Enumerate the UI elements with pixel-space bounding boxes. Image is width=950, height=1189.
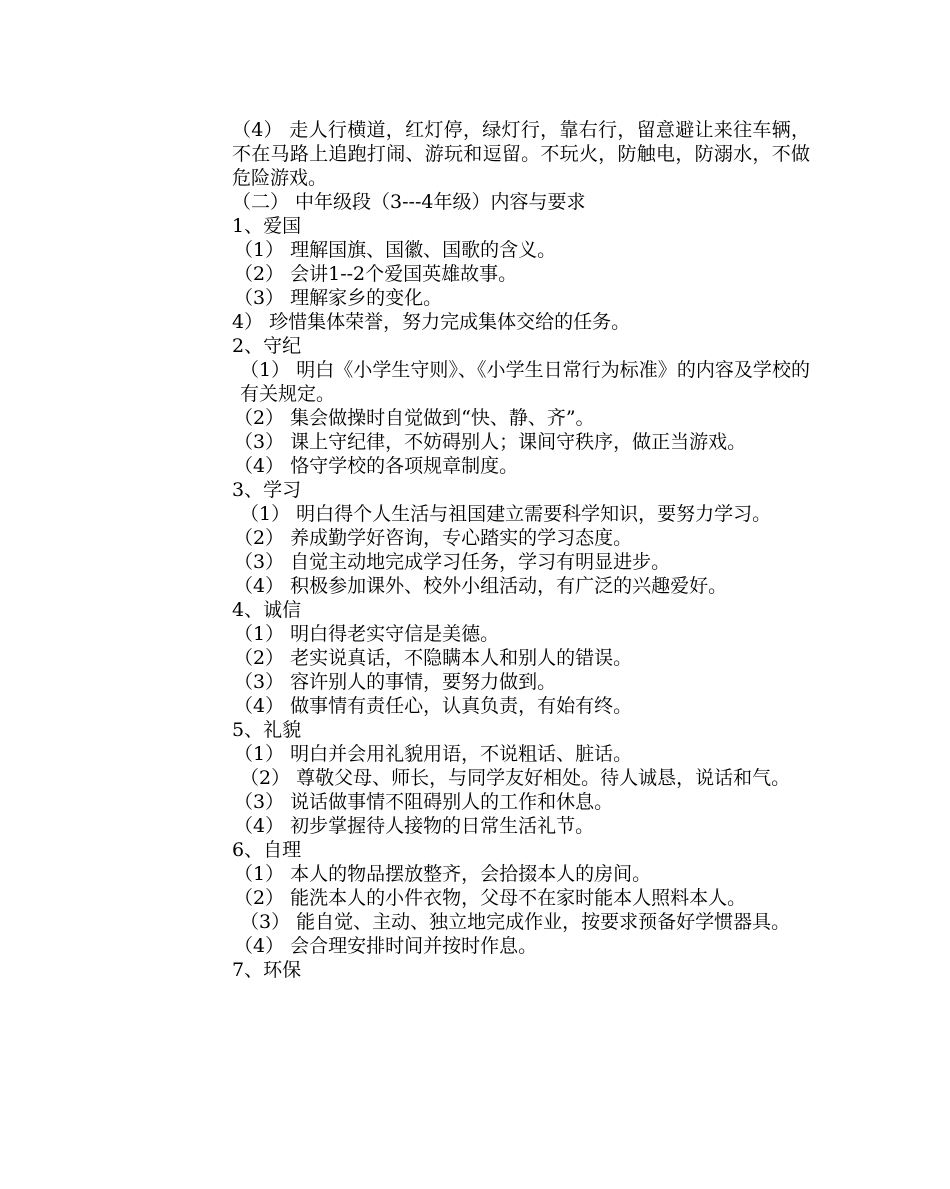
list-item: （4） 会合理安排时间并按时作息。 (234, 935, 538, 957)
subheading-integrity: 4、诚信 (232, 599, 302, 621)
subheading-study: 3、学习 (232, 479, 302, 501)
list-item: （1） 理解国旗、国徽、国歌的含义。 (234, 239, 557, 261)
list-item: （3） 说话做事情不阻碍别人的工作和休息。 (234, 791, 614, 813)
list-item: （3） 容许别人的事情，要努力做到。 (234, 671, 557, 693)
list-item: （4） 积极参加课外、校外小组活动，有广泛的兴趣爱好。 (234, 575, 728, 597)
list-item: （3） 理解家乡的变化。 (234, 287, 443, 309)
subheading-discipline: 2、守纪 (232, 335, 302, 357)
list-item: （2） 养成勤学好咨询，专心踏实的学习态度。 (234, 527, 633, 549)
list-item: （1） 明白得个人生活与祖国建立需要科学知识，要努力学习。 (240, 503, 772, 525)
subheading-courtesy: 5、礼貌 (232, 719, 302, 741)
list-item: （1） 明白《小学生守则》、《小学生日常行为标准》的内容及学校的有关规定。 (240, 359, 810, 405)
list-item: （3） 能自觉、主动、独立地完成作业，按要求预备好学惯器具。 (240, 911, 791, 933)
list-item: （2） 会讲1--2个爱国英雄故事。 (234, 263, 518, 285)
paragraph-safety-4: （4） 走人行横道，红灯停，绿灯行，靠右行，留意避让来往车辆，不在马路上追跑打闹、游玩和逗留。不玩火，防触电，防溺水，不做危险游戏。 (232, 119, 810, 189)
list-item: （2） 集会做操时自觉做到“快、静、齐”。 (234, 407, 595, 429)
list-item: （2） 老实说真话，不隐瞒本人和别人的错误。 (234, 647, 633, 669)
document-body (142, 118, 810, 982)
list-item: （4） 初步掌握待人接物的日常生活礼节。 (234, 815, 595, 837)
list-item: （4） 恪守学校的各项规章制度。 (234, 455, 519, 477)
section-heading-middle-grades: （二） 中年级段（3---4年级）内容与要求 (232, 191, 586, 213)
list-item: （3） 自觉主动地完成学习任务，学习有明显进步。 (234, 551, 671, 573)
list-item: 4） 珍惜集体荣誉，努力完成集体交给的任务。 (232, 311, 631, 333)
subheading-environment: 7、环保 (232, 959, 302, 981)
list-item: （1） 明白并会用礼貌用语，不说粗话、脏话。 (234, 743, 633, 765)
list-item: （3） 课上守纪律，不妨碍别人；课间守秩序，做正当游戏。 (234, 431, 747, 453)
list-item: （1） 明白得老实守信是美德。 (234, 623, 500, 645)
subheading-patriotism: 1、爱国 (232, 215, 302, 237)
list-item: （2） 能洗本人的小件衣物，父母不在家时能本人照料本人。 (234, 887, 747, 909)
list-item: （4） 做事情有责任心，认真负责，有始有终。 (234, 695, 633, 717)
subheading-self-care: 6、自理 (232, 839, 302, 861)
list-item: （1） 本人的物品摆放整齐，会拾掇本人的房间。 (234, 863, 652, 885)
list-item: （2） 尊敬父母、师长，与同学友好相处。待人诚恳，说话和气。 (240, 767, 791, 789)
